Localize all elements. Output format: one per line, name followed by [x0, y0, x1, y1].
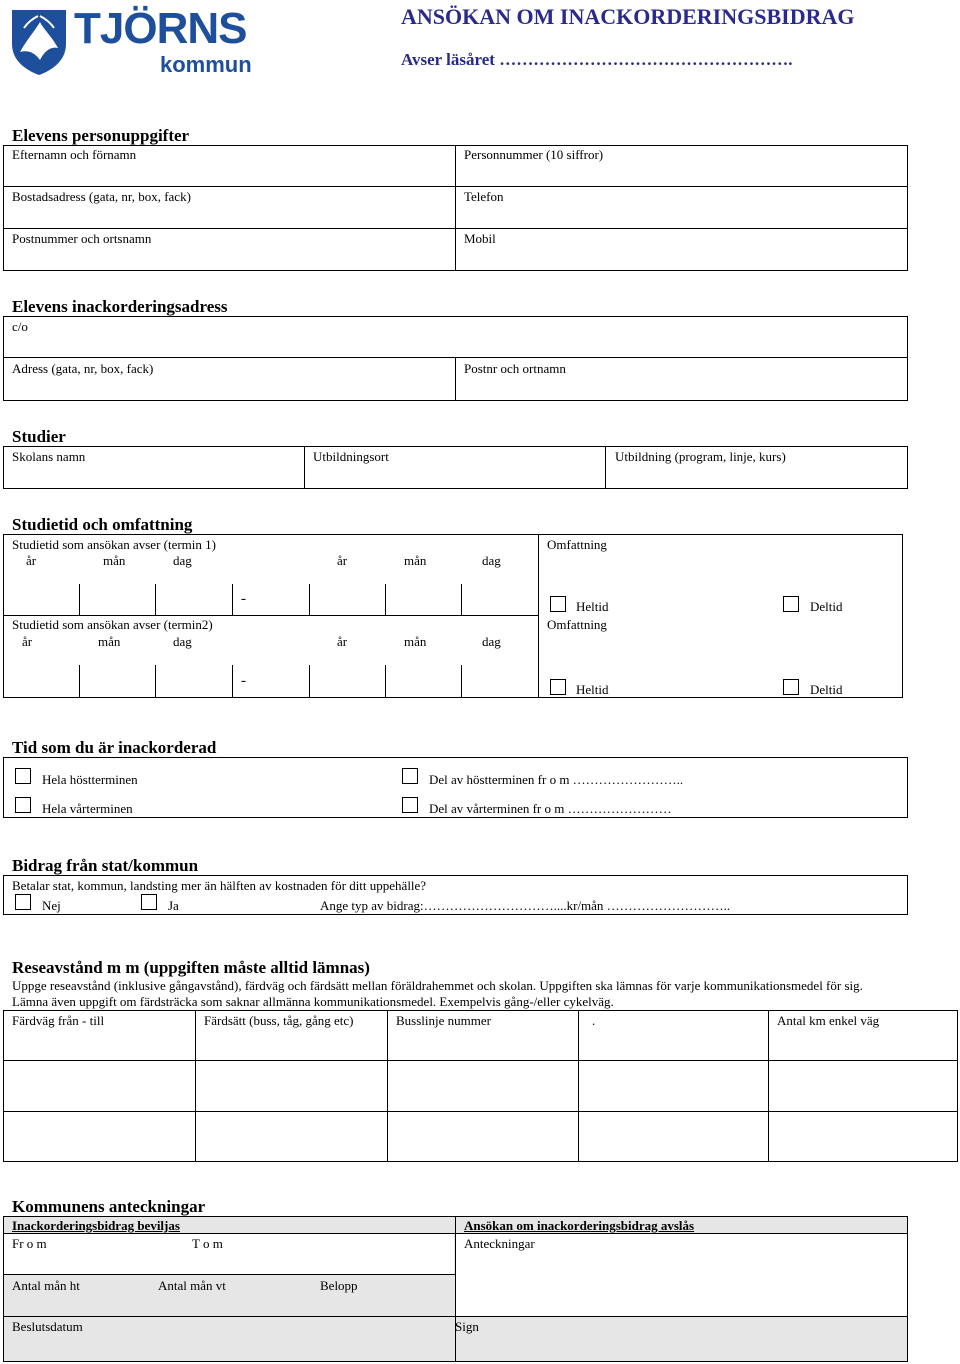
address-field[interactable]: Bostadsadress (gata, nr, box, fack): [12, 189, 191, 204]
spring-full-checkbox[interactable]: [15, 797, 31, 813]
boarding-heading: Elevens inackorderingsadress: [12, 297, 228, 316]
pnr-field[interactable]: Personnummer (10 siffror): [464, 147, 604, 162]
boarded-heading: Tid som du är inackorderad: [12, 738, 217, 757]
spring-part-checkbox[interactable]: [402, 797, 418, 813]
term2-label: Studietid som ansökan avser (termin2): [12, 617, 213, 632]
logo-name: TJÖRNS: [74, 4, 247, 53]
term2-parttime-checkbox[interactable]: [783, 679, 799, 695]
school-field[interactable]: Skolans namn: [12, 449, 86, 464]
phone-field[interactable]: Telefon: [464, 189, 504, 204]
program-field[interactable]: Utbildning (program, linje, kurs): [615, 449, 786, 464]
studies-heading: Studier: [12, 427, 66, 446]
scope2-label: Omfattning: [547, 617, 607, 632]
autumn-full-checkbox[interactable]: [15, 768, 31, 784]
boarding-postal-field[interactable]: Postnr och ortnamn: [464, 361, 566, 376]
travel-heading: Reseavstånd m m (uppgiften måste alltid lämnas): [12, 958, 370, 977]
logo-sub: kommun: [160, 52, 252, 77]
mobile-field[interactable]: Mobil: [464, 231, 496, 246]
grant-no-checkbox[interactable]: [15, 894, 31, 910]
school-year: Avser läsåret …………………………………………….: [401, 50, 793, 69]
postal-field[interactable]: Postnummer och ortsnamn: [12, 231, 152, 246]
grant-type-field[interactable]: Ange typ av bidrag:…………………………....kr/mån ………………………..: [320, 898, 731, 913]
term1-parttime-checkbox[interactable]: [783, 596, 799, 612]
municipality-heading: Kommunens anteckningar: [12, 1197, 206, 1216]
boarding-address-field[interactable]: Adress (gata, nr, box, fack): [12, 361, 154, 376]
crest-icon: [10, 8, 68, 76]
grant-yes-checkbox[interactable]: [141, 894, 157, 910]
page-title: ANSÖKAN OM INACKORDERINGSBIDRAG: [401, 4, 855, 29]
place-field[interactable]: Utbildningsort: [313, 449, 389, 464]
term1-fulltime-checkbox[interactable]: [550, 596, 566, 612]
autumn-part-checkbox[interactable]: [402, 768, 418, 784]
term2-fulltime-checkbox[interactable]: [550, 679, 566, 695]
name-field[interactable]: Efternamn och förnamn: [12, 147, 137, 162]
travel-table: [3, 1010, 958, 1162]
period-box: [3, 534, 903, 698]
personal-heading: Elevens personuppgifter: [12, 126, 190, 145]
co-field[interactable]: c/o: [12, 319, 28, 334]
term1-label: Studietid som ansökan avser (termin 1): [12, 537, 216, 552]
scope1-label: Omfattning: [547, 537, 607, 552]
logo: [10, 4, 260, 80]
grant-heading: Bidrag från stat/kommun: [12, 856, 199, 875]
period-heading: Studietid och omfattning: [12, 515, 193, 534]
